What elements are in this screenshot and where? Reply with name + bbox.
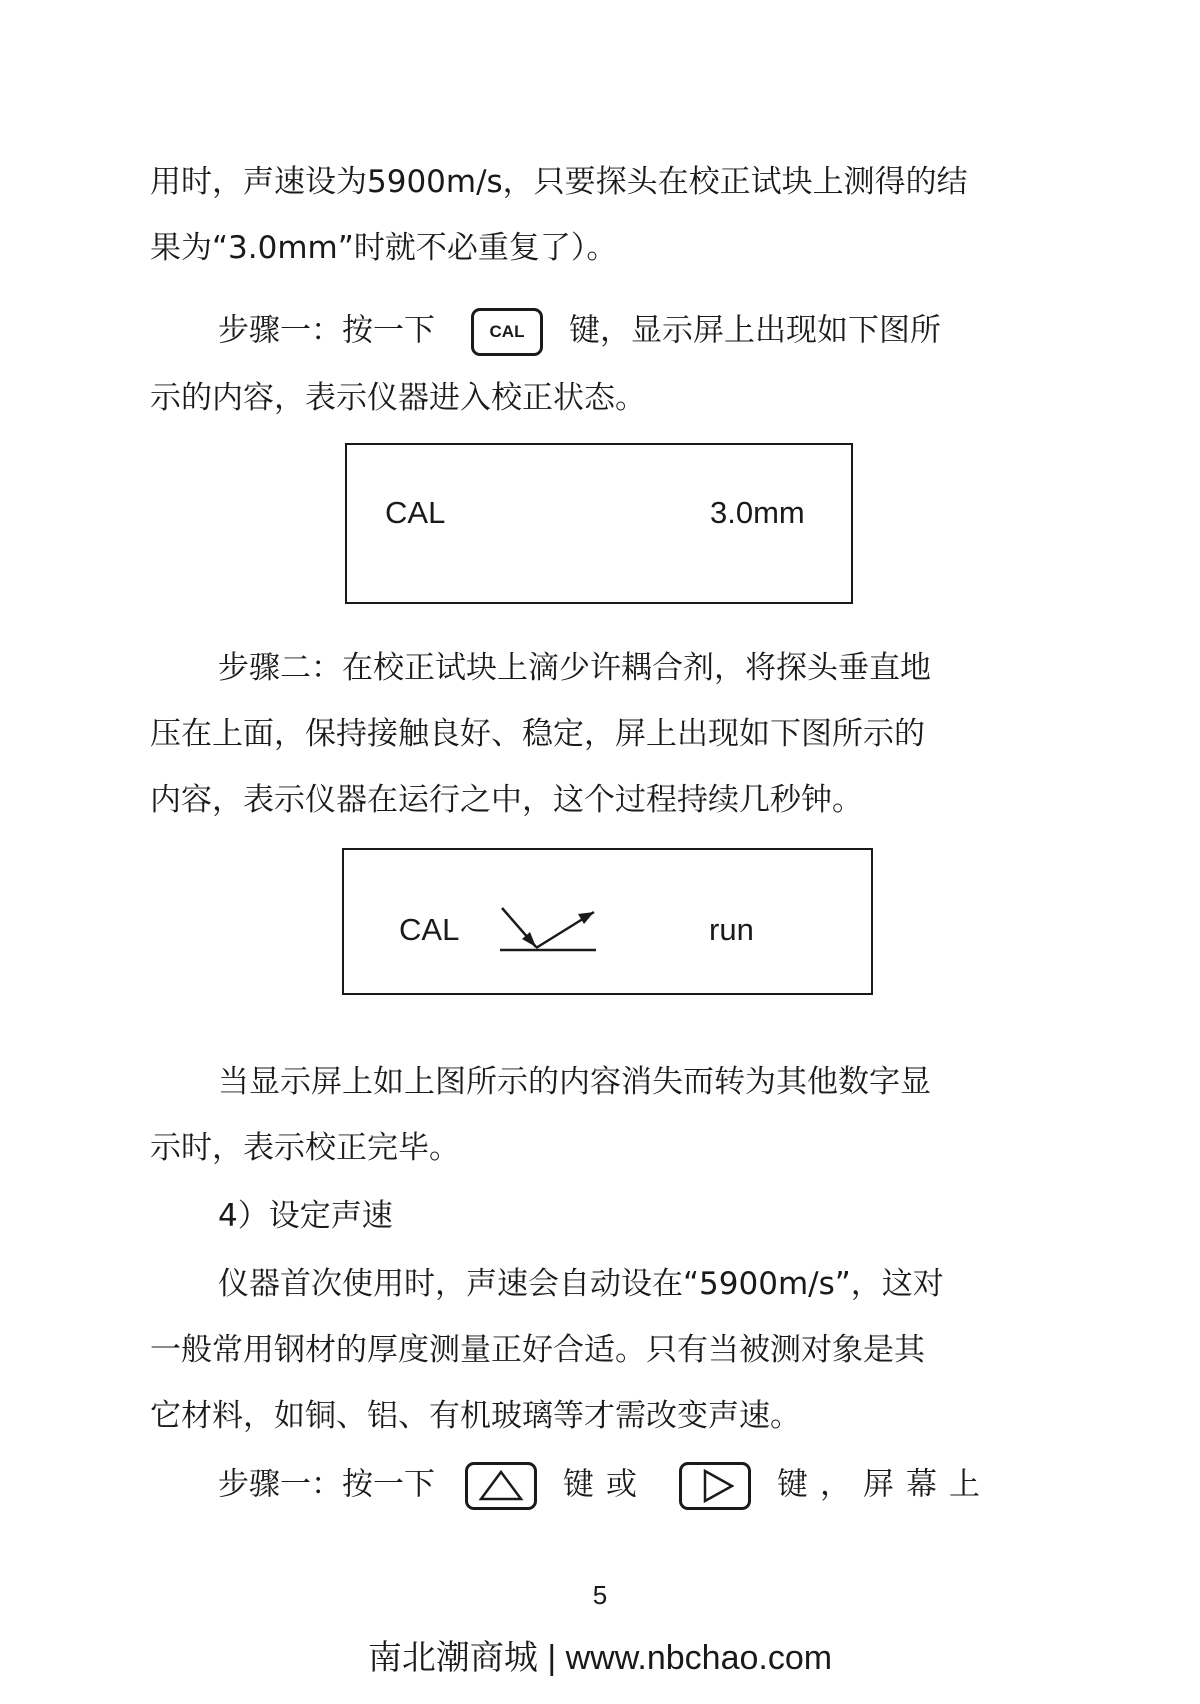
step-text: 键，显示屏上出现如下图所: [569, 312, 941, 349]
paragraph-line: 内容，表示仪器在运行之中，这个过程持续几秒钟。: [150, 782, 863, 818]
step-text: 步骤一：按一下: [218, 1466, 435, 1503]
screen-thickness-value: 3.0mm: [710, 495, 805, 530]
screen-status-label: run: [709, 912, 754, 947]
paragraph-line: 示时，表示校正完毕。: [150, 1130, 460, 1166]
screen-mode-label: CAL: [385, 495, 446, 530]
page-number: 5: [592, 1580, 608, 1610]
paragraph-line: 仪器首次使用时，声速会自动设在“5900m/s”，这对: [218, 1266, 944, 1302]
right-key-icon: [679, 1462, 751, 1510]
section-heading: 4）设定声速: [218, 1198, 393, 1234]
cal-key-icon: CAL: [471, 308, 543, 356]
paragraph-line: 步骤二：在校正试块上滴少许耦合剂，将探头垂直地: [218, 650, 931, 686]
step-one-calibrate: [218, 308, 941, 356]
paragraph-line: 果为“3.0mm”时就不必重复了）。: [150, 230, 618, 266]
screen-mode-label: CAL: [399, 912, 460, 947]
paragraph-line: 示的内容，表示仪器进入校正状态。: [150, 380, 646, 416]
step-one-velocity: [218, 1462, 992, 1510]
paragraph-line: 一般常用钢材的厚度测量正好合适。只有当被测对象是其: [150, 1332, 925, 1368]
reflection-arrow-icon: [496, 902, 606, 962]
step-text: 键或: [563, 1466, 649, 1503]
paragraph-line: 用时，声速设为5900m/s，只要探头在校正试块上测得的结: [150, 164, 968, 200]
lcd-screen-cal: [345, 443, 853, 604]
step-text: 键，屏幕上: [777, 1466, 992, 1503]
site-footer: 南北潮商城 | www.nbchao.com: [367, 1639, 833, 1677]
paragraph-line: 当显示屏上如上图所示的内容消失而转为其他数字显: [218, 1064, 931, 1100]
step-text: 步骤一：按一下: [218, 312, 435, 349]
up-key-icon: [465, 1462, 537, 1510]
paragraph-line: 压在上面，保持接触良好、稳定，屏上出现如下图所示的: [150, 716, 925, 752]
lcd-screen-run: [342, 848, 873, 995]
paragraph-line: 它材料，如铜、铝、有机玻璃等才需改变声速。: [150, 1398, 801, 1434]
